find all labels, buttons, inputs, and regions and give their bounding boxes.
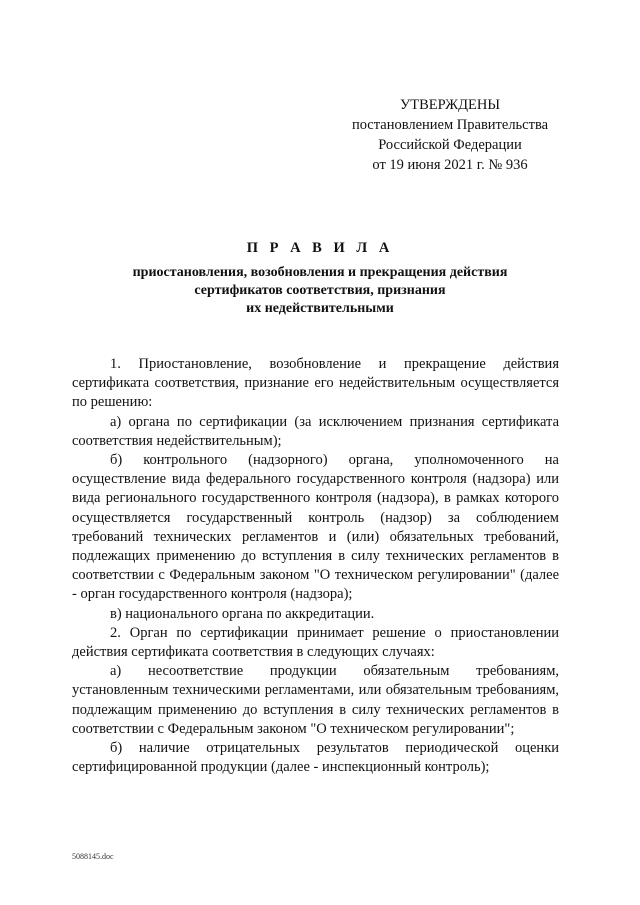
approval-government-line: Российской Федерации	[378, 137, 522, 153]
paragraph-1: 1. Приостановление, возобновление и прекращение действия сертификата соответствия, признание его недействительным осуществляется по решению:	[72, 356, 559, 411]
paragraph-1c: в) национального органа по аккредитации.	[110, 605, 375, 622]
paragraph-2b: б) наличие отрицательных результатов периодической оценки сертифицированной продукции (далее - инспекционный контроль);	[72, 740, 559, 776]
document-body	[72, 355, 559, 777]
paragraph-2a: а) несоответствие продукции обязательным требованиям, установленным техническими регламентами, или обязательным требованиям, подлежащим применению до вступления в силу технических регламентов в соответствии с Федеральным законом "О техническом регулировании";	[72, 663, 559, 737]
subtitle-line-2: сертификатов соответствия, признания	[194, 283, 446, 298]
paragraph-1a: а) органа по сертификации (за исключением признания сертификата соответствия недействительным);	[72, 413, 559, 449]
file-reference: 5088145.doc	[72, 852, 114, 861]
approval-decree-line: постановлением Правительства	[351, 117, 549, 133]
document-title: П Р А В И Л А	[246, 240, 394, 256]
approval-heading: УТВЕРЖДЕНЫ	[399, 97, 501, 113]
document-subtitle	[90, 264, 550, 318]
subtitle-line-3: их недействительными	[246, 301, 394, 316]
approval-stamp	[330, 95, 570, 175]
subtitle-line-1: приостановления, возобновления и прекращения действия	[132, 265, 508, 280]
paragraph-1b: б) контрольного (надзорного) органа, уполномоченного на осуществление вида федерального государственного контроля (надзора) или вида регионального государственного контроля (надзора), в рамках которого осуществляется государственный контроль (надзор) за соблюдением требований технических регламентов и (или) обязательных требований, подлежащих применению до вступления в силу технических регламентов в соответствии с Федеральным законом "О техническом регулировании" (далее - орган государственного контроля (надзора);	[72, 452, 559, 603]
approval-date-number: от 19 июня 2021 г. № 936	[372, 157, 528, 173]
paragraph-2: 2. Орган по сертификации принимает решение о приостановлении действия сертификата соответствия в следующих случаях:	[72, 624, 559, 661]
